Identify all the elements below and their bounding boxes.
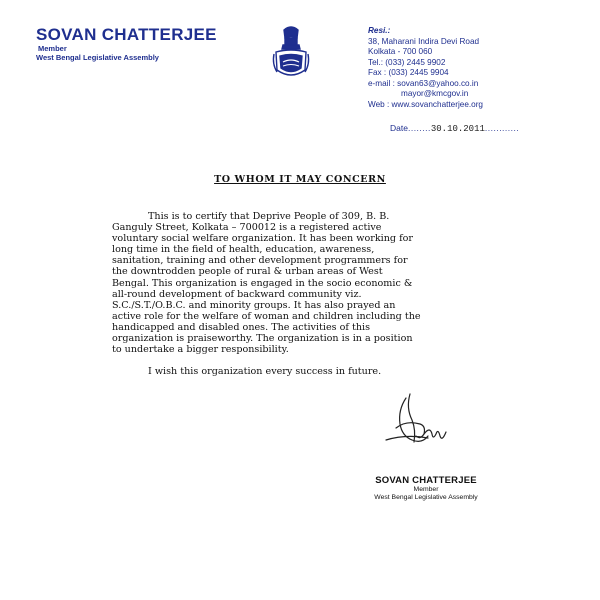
body-line: voluntary social welfare organization. It has been working for <box>112 233 414 245</box>
email-2: mayor@kmcgov.in <box>401 89 469 98</box>
letterhead-assembly: West Bengal Legislative Assembly <box>36 53 159 62</box>
telephone: Tel.: (033) 2445 9902 <box>368 57 446 67</box>
date-label: Date <box>390 123 408 133</box>
date-dots-before: ........ <box>407 123 431 133</box>
body-line: active role for the welfare of woman and children including the <box>112 310 421 322</box>
date-dots-after: ............ <box>484 123 520 133</box>
residence-address <box>368 26 483 110</box>
handwritten-signature-icon <box>376 390 456 460</box>
body-line: Ganguly Street, Kolkata – 700012 is a registered active <box>112 222 382 234</box>
signature-block <box>356 475 496 502</box>
body-line: Bengal. This organization is engaged in the socio economic & <box>112 277 413 289</box>
date-value: 30.10.2011 <box>430 124 485 134</box>
website: Web : www.sovanchatterjee.org <box>368 99 483 109</box>
body-line: This is to certify that Deprive People of 309, B. B. <box>148 211 390 222</box>
body-line: to undertake a bigger responsibility. <box>112 344 289 356</box>
letterhead-role: Member <box>38 44 67 53</box>
signatory-assembly: West Bengal Legislative Assembly <box>374 494 478 501</box>
date-row <box>390 123 519 134</box>
body-line: handicapped and disabled ones. The activities of this <box>112 321 370 333</box>
body-line: S.C./S.T./O.B.C. and minority groups. It has also prayed an <box>112 299 396 311</box>
body-line: sanitation, training and other development programmers for <box>112 255 408 267</box>
body-line: long time in the field of health, education, awareness, <box>112 244 375 256</box>
state-emblem-icon <box>270 24 312 82</box>
fax: Fax : (033) 2445 9904 <box>368 68 449 77</box>
body-line: organization is praiseworthy. The organization is in a position <box>112 333 413 345</box>
signatory-name: SOVAN CHATTERJEE <box>375 475 477 486</box>
address-line-1: 38, Maharani Indira Devi Road <box>368 36 480 46</box>
letter-body <box>112 211 500 355</box>
email-1: e-mail : sovan63@yahoo.co.in <box>368 78 479 88</box>
signatory-role: Member <box>413 486 439 493</box>
closing-wish: I wish this organization every success in future. <box>148 366 382 377</box>
letterhead-left <box>36 26 217 62</box>
address-line-2: Kolkata - 700 060 <box>368 47 433 56</box>
resi-label: Resi.: <box>368 26 391 35</box>
body-line: all-round development of backward community viz. <box>112 288 362 300</box>
body-line: the downtrodden people of rural & urban areas of West <box>112 266 383 278</box>
letter-heading: TO WHOM IT MAY CONCERN <box>214 174 386 185</box>
letterhead-name: SOVAN CHATTERJEE <box>36 25 217 44</box>
